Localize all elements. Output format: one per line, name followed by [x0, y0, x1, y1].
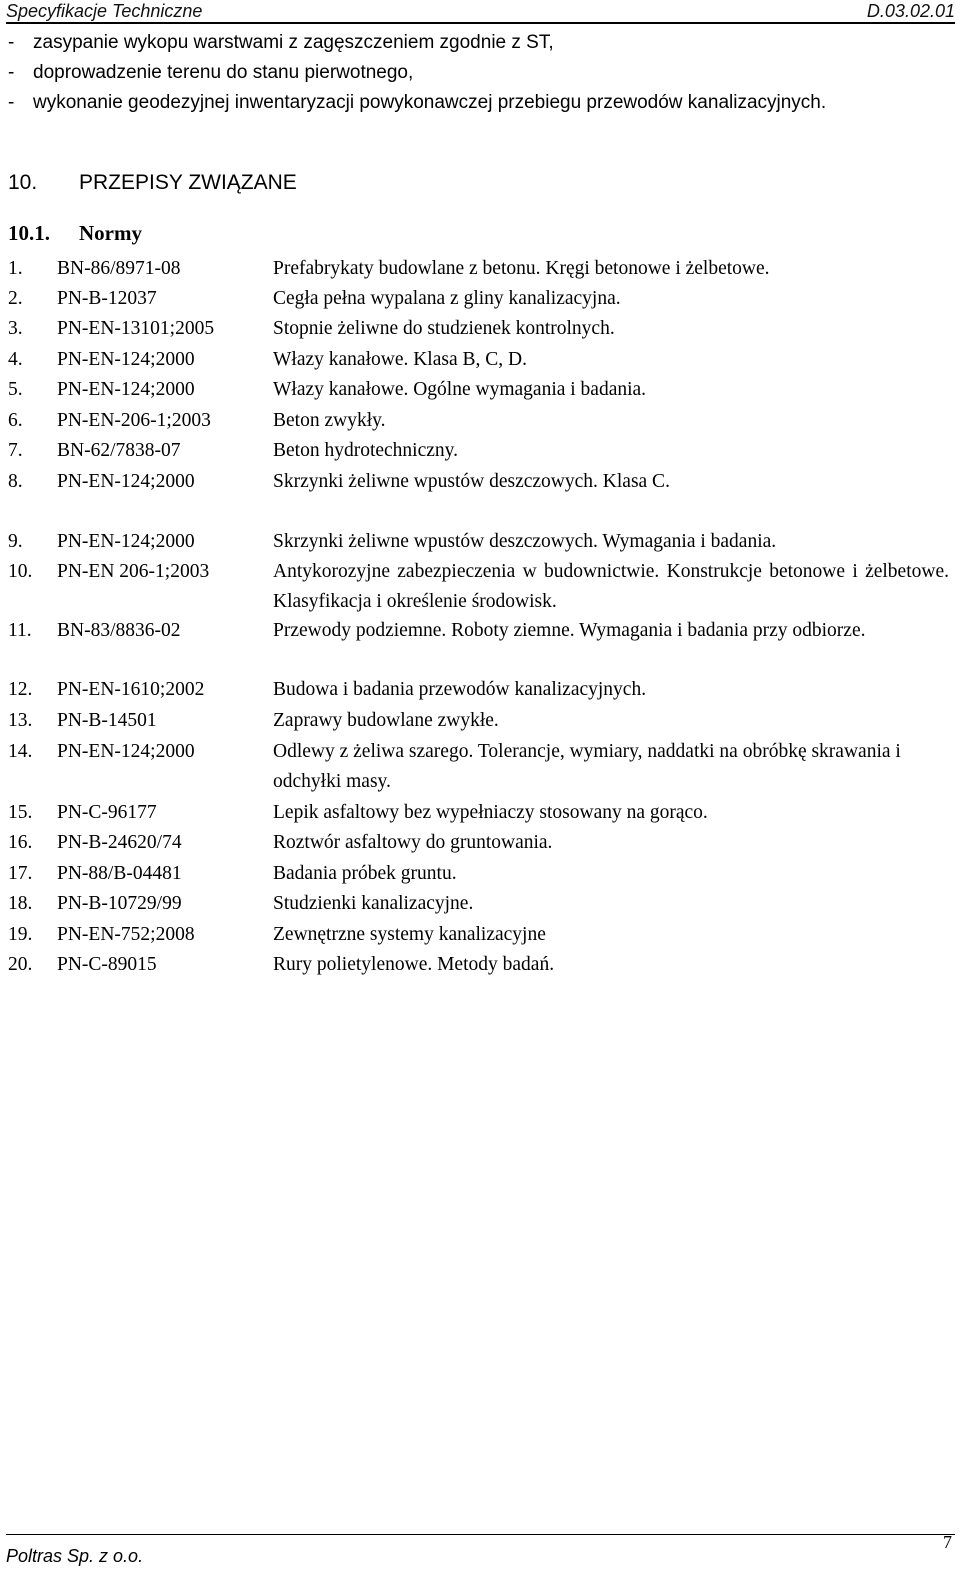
norm-number: 13. [8, 710, 33, 731]
norm-code: PN-EN 206-1;2003 [57, 561, 210, 582]
list-item [0, 254, 960, 284]
page-header [6, 0, 955, 24]
bullet-dash: - [8, 62, 15, 83]
norm-description: Stopnie żeliwne do studzienek kontrolnych. [273, 318, 615, 339]
list-item [0, 950, 960, 980]
norm-code: BN-86/8971-08 [57, 258, 181, 279]
norm-code: PN-C-89015 [57, 954, 157, 975]
bullet-dash: - [8, 32, 15, 53]
norm-number: 2. [8, 288, 23, 309]
norm-number: 19. [8, 924, 33, 945]
norm-code: BN-83/8836-02 [57, 620, 181, 641]
norm-description: Przewody podziemne. Roboty ziemne. Wymagania i badania przy odbiorze. [273, 620, 866, 641]
norm-code: PN-EN-124;2000 [57, 349, 195, 370]
norm-description: Antykorozyjne zabezpieczenia w budownictwie. Konstrukcje betonowe i żelbetowe. Klasyfikacja i określenie środowisk. [273, 561, 949, 612]
norm-description: Włazy kanałowe. Ogólne wymagania i badania. [273, 379, 647, 400]
norm-number: 12. [8, 679, 33, 700]
norm-code: PN-B-10729/99 [57, 893, 182, 914]
list-item [0, 798, 960, 828]
norm-number: 4. [8, 349, 23, 370]
norm-description: Rury polietylenowe. Metody badań. [273, 954, 555, 975]
list-item [0, 616, 960, 676]
norm-code: PN-C-96177 [57, 802, 157, 823]
norm-number: 6. [8, 410, 23, 431]
norm-description: Skrzynki żeliwne wpustów deszczowych. Wymagania i badania. [273, 531, 777, 552]
norm-number: 15. [8, 802, 33, 823]
norm-description: Roztwór asfaltowy do gruntowania. [273, 832, 553, 853]
norm-code: PN-EN-124;2000 [57, 379, 195, 400]
norm-code: PN-EN-206-1;2003 [57, 410, 211, 431]
list-item [0, 557, 960, 617]
norm-code: PN-88/B-04481 [57, 863, 182, 884]
norm-description: Zaprawy budowlane zwykłe. [273, 710, 499, 731]
list-item [0, 527, 960, 557]
bullet-text: doprowadzenie terenu do stanu pierwotnego, [33, 62, 414, 83]
norm-code: PN-B-24620/74 [57, 832, 182, 853]
norm-number: 10. [8, 561, 33, 582]
list-item [8, 28, 948, 58]
norm-description: Studzienki kanalizacyjne. [273, 893, 474, 914]
page-footer [6, 1534, 955, 1579]
norm-description: Beton zwykły. [273, 410, 386, 431]
bullet-list [8, 28, 948, 118]
list-item [0, 889, 960, 919]
norm-number: 1. [8, 258, 23, 279]
norm-number: 5. [8, 379, 23, 400]
norm-number: 9. [8, 531, 23, 552]
list-item [0, 920, 960, 950]
list-item [0, 436, 960, 466]
norm-number: 7. [8, 440, 23, 461]
list-item [0, 284, 960, 314]
list-item [0, 314, 960, 344]
bullet-dash: - [8, 92, 15, 113]
norm-code: PN-B-12037 [57, 288, 157, 309]
subsection-heading [8, 218, 142, 248]
list-item [0, 828, 960, 858]
header-title: Specyfikacje Techniczne [6, 1, 203, 21]
section-title: PRZEPISY ZWIĄZANE [79, 171, 297, 194]
norm-code: BN-62/7838-07 [57, 440, 181, 461]
bullet-text: wykonanie geodezyjnej inwentaryzacji powykonawczej przebiegu przewodów kanalizacyjnych. [33, 92, 827, 113]
norm-code: PN-B-14501 [57, 710, 157, 731]
list-item [0, 859, 960, 889]
norm-number: 17. [8, 863, 33, 884]
subsection-number: 10.1. [8, 221, 50, 245]
list-item [0, 737, 960, 797]
norm-description: Cegła pełna wypalana z gliny kanalizacyjna. [273, 288, 621, 309]
list-item [8, 58, 948, 88]
norm-description: Badania próbek gruntu. [273, 863, 457, 884]
norm-description: Odlewy z żeliwa szarego. Tolerancje, wymiary, naddatki na obróbkę skrawania i odchyłki masy. [273, 741, 901, 792]
norm-code: PN-EN-752;2008 [57, 924, 195, 945]
section-heading [8, 168, 297, 198]
norm-description: Budowa i badania przewodów kanalizacyjnych. [273, 679, 647, 700]
header-doc-code: D.03.02.01 [866, 1, 955, 21]
norm-code: PN-EN-1610;2002 [57, 679, 205, 700]
norm-number: 3. [8, 318, 23, 339]
norm-description: Zewnętrzne systemy kanalizacyjne [273, 924, 546, 945]
norm-description: Skrzynki żeliwne wpustów deszczowych. Klasa C. [273, 471, 670, 492]
norm-code: PN-EN-13101;2005 [57, 318, 215, 339]
norm-number: 8. [8, 471, 23, 492]
page-number: 7 [943, 1532, 952, 1552]
norm-number: 11. [8, 620, 32, 641]
section-number: 10. [8, 171, 38, 194]
norm-description: Lepik asfaltowy bez wypełniaczy stosowany na gorąco. [273, 802, 708, 823]
norm-code: PN-EN-124;2000 [57, 741, 195, 762]
norm-number: 20. [8, 954, 33, 975]
norm-description: Beton hydrotechniczny. [273, 440, 459, 461]
footer-company: Poltras Sp. z o.o. [6, 1546, 144, 1566]
norm-description: Prefabrykaty budowlane z betonu. Kręgi betonowe i żelbetowe. [273, 258, 770, 279]
norm-code: PN-EN-124;2000 [57, 471, 195, 492]
list-item [0, 375, 960, 405]
norm-number: 18. [8, 893, 33, 914]
subsection-title: Normy [79, 221, 142, 245]
list-item [0, 675, 960, 705]
list-item [0, 706, 960, 736]
list-item [8, 88, 948, 118]
list-item [0, 345, 960, 375]
list-item [0, 467, 960, 497]
norm-number: 16. [8, 832, 33, 853]
list-item [0, 406, 960, 436]
bullet-text: zasypanie wykopu warstwami z zagęszczeniem zgodnie z ST, [33, 32, 554, 53]
norm-code: PN-EN-124;2000 [57, 531, 195, 552]
norm-description: Włazy kanałowe. Klasa B, C, D. [273, 349, 527, 370]
norm-number: 14. [8, 741, 33, 762]
